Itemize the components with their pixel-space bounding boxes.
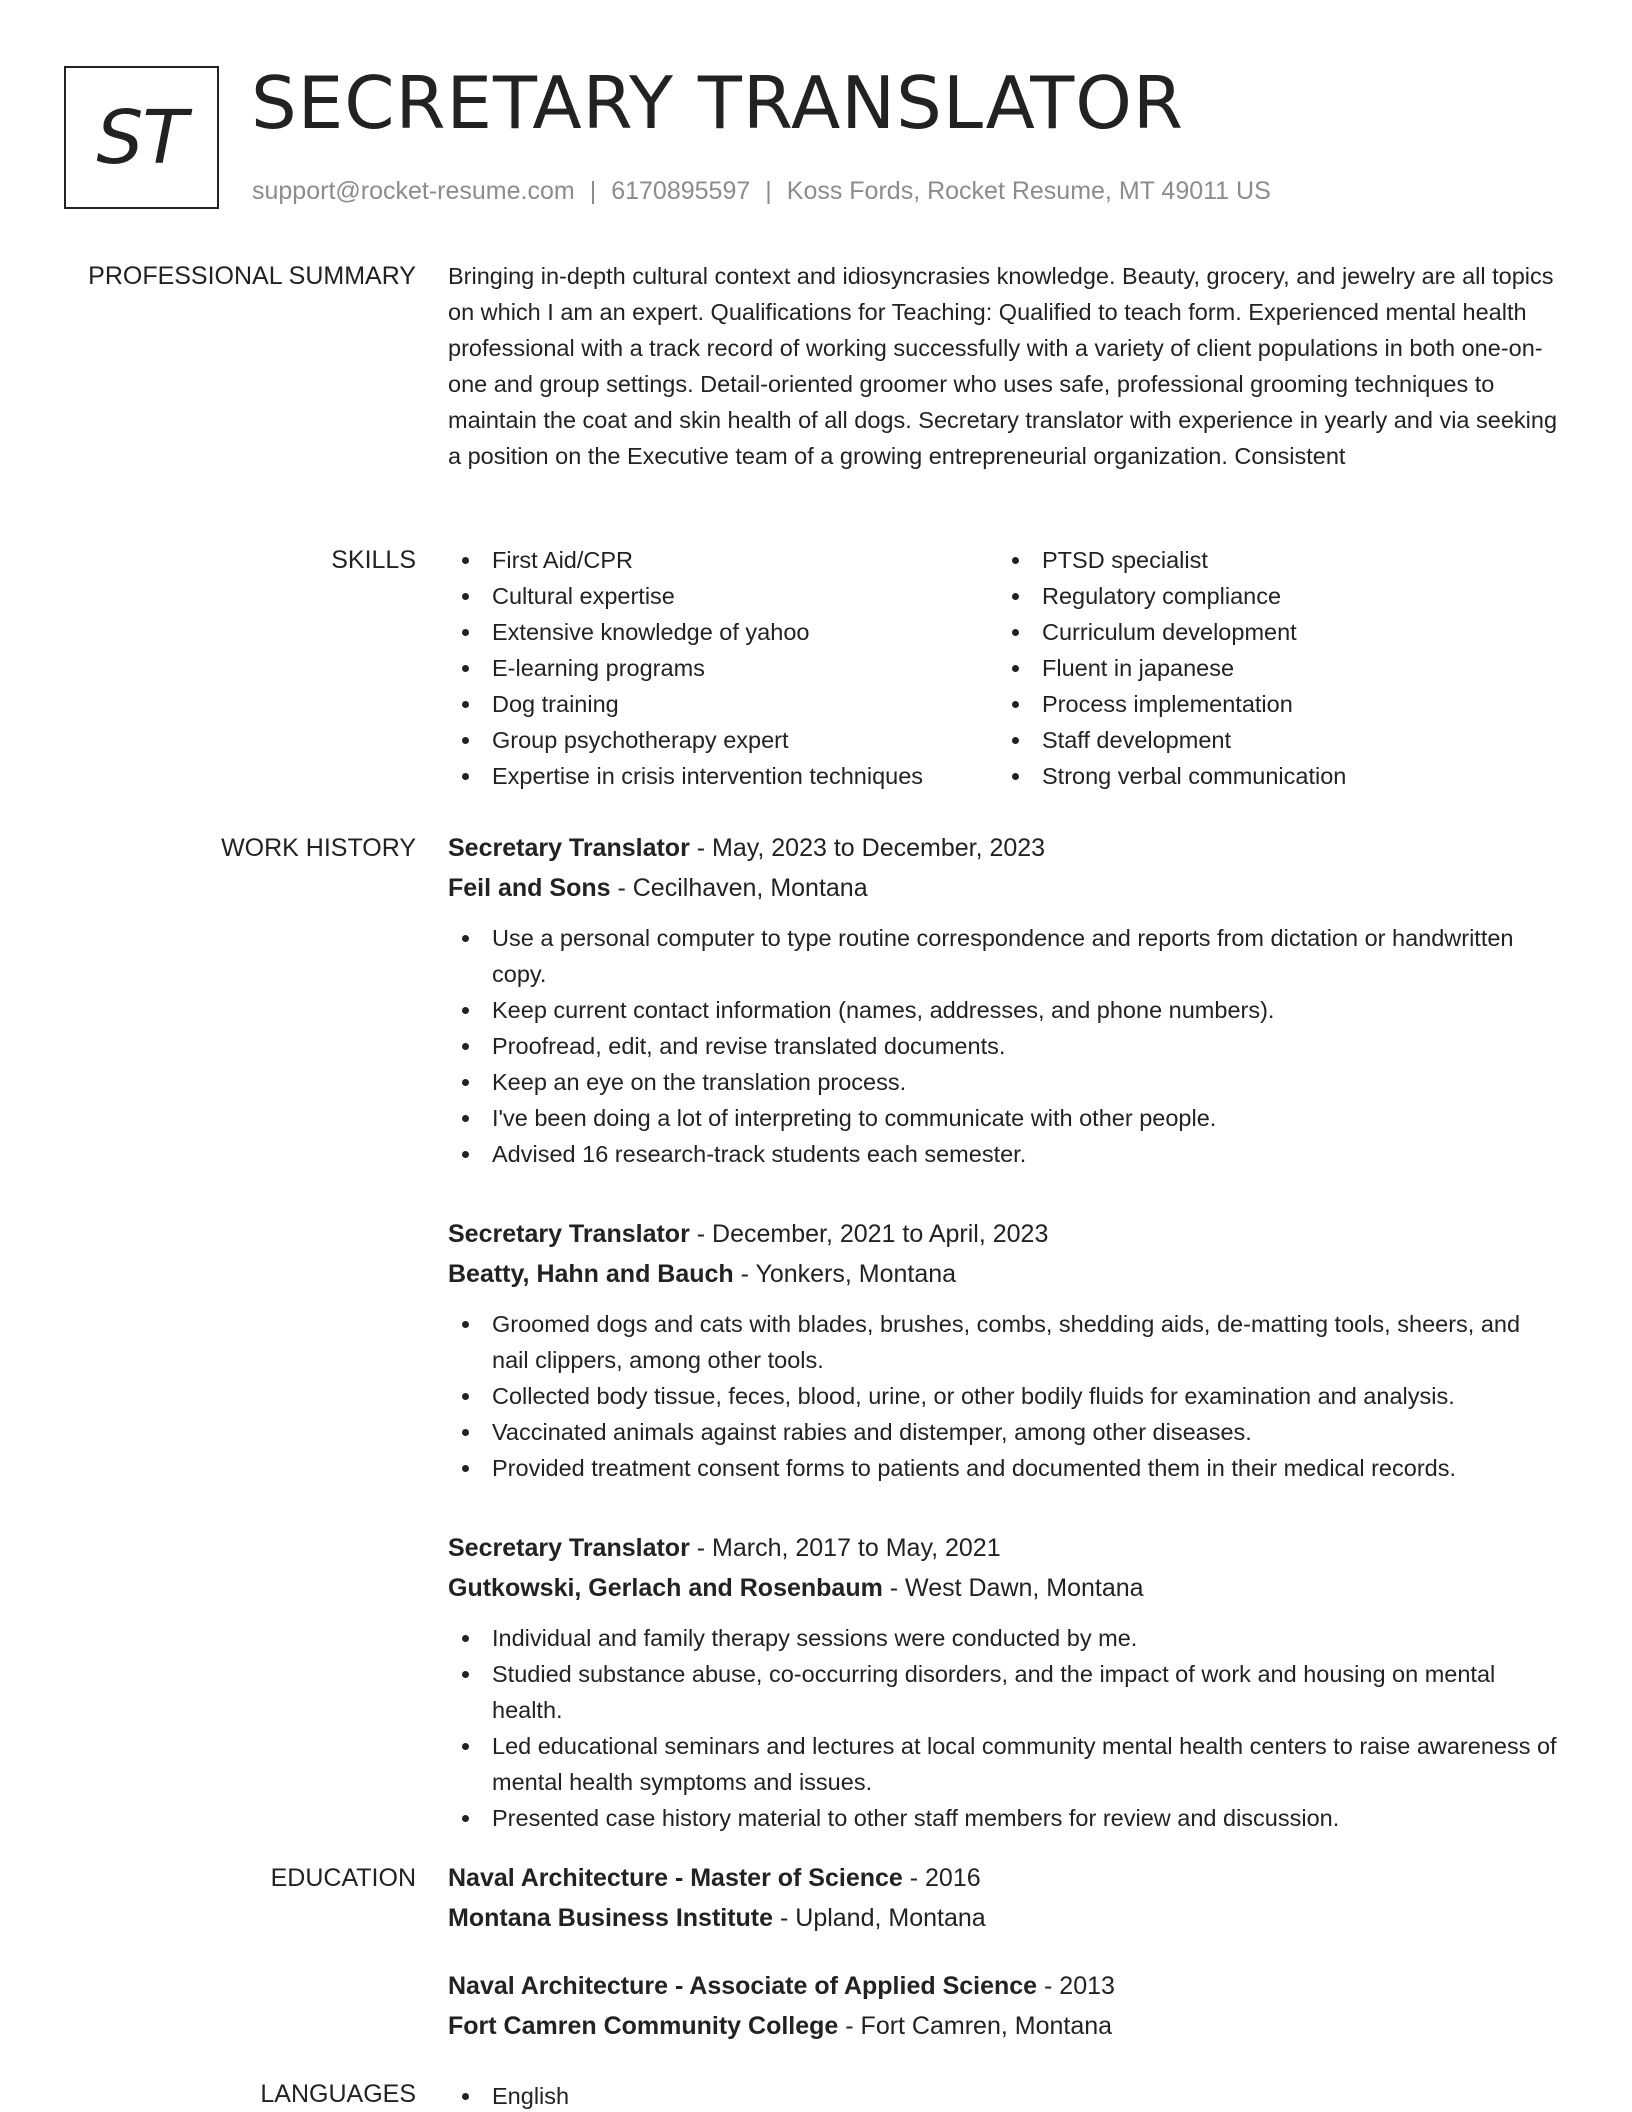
job-bullets xyxy=(448,1306,1560,1486)
skill-item: Extensive knowledge of yahoo xyxy=(448,614,998,650)
skill-item: Process implementation xyxy=(998,686,1518,722)
section-heading-work-history: WORK HISTORY xyxy=(221,834,416,862)
skill-item: PTSD specialist xyxy=(998,542,1518,578)
job-company: Gutkowski, Gerlach and Rosenbaum xyxy=(448,1574,883,1602)
job-location: - West Dawn, Montana xyxy=(882,1574,1144,1602)
job-company: Beatty, Hahn and Bauch xyxy=(448,1260,734,1288)
job-company-line xyxy=(448,1568,1560,1608)
skills-list-right xyxy=(998,542,1518,794)
education-school: Fort Camren Community College xyxy=(448,2012,839,2040)
contact-address: Koss Fords, Rocket Resume, MT 49011 US xyxy=(786,177,1271,205)
job-bullet: Individual and family therapy sessions were conducted by me. xyxy=(448,1620,1560,1656)
job-title: Secretary Translator xyxy=(448,834,690,862)
job-bullet: Studied substance abuse, co-occurring disorders, and the impact of work and housing on mental health. xyxy=(448,1656,1560,1728)
job-entry xyxy=(448,828,1560,1172)
job-location: - Yonkers, Montana xyxy=(733,1260,957,1288)
education-location: - Upland, Montana xyxy=(773,1904,986,1932)
skills-list-left xyxy=(448,542,998,794)
skill-item: Strong verbal communication xyxy=(998,758,1518,794)
education-degree: Naval Architecture - Master of Science xyxy=(448,1864,903,1892)
section-heading-summary: PROFESSIONAL SUMMARY xyxy=(88,262,416,290)
job-dates: - March, 2017 to May, 2021 xyxy=(689,1534,1001,1562)
skill-item: Curriculum development xyxy=(998,614,1518,650)
job-title: Secretary Translator xyxy=(448,1534,690,1562)
skill-item: First Aid/CPR xyxy=(448,542,998,578)
education-location: - Fort Camren, Montana xyxy=(838,2012,1113,2040)
job-bullet: Vaccinated animals against rabies and distemper, among other diseases. xyxy=(448,1414,1560,1450)
job-dates: - May, 2023 to December, 2023 xyxy=(689,834,1046,862)
job-title: Secretary Translator xyxy=(448,1220,690,1248)
job-company-line xyxy=(448,1254,1560,1294)
contact-line xyxy=(252,175,1271,207)
summary-text: Bringing in-depth cultural context and idiosyncrasies knowledge. Beauty, grocery, and jewelry are all topics on which I am an expert. Qualifications for Teaching: Qualified to teach form. Experienced mental health professional with a track record of working successfully with a variety of client populations in both one-on-one and group settings. Detail-oriented groomer who uses safe, professional grooming techniques to maintain the coat and skin health of all dogs. Secretary translator with experience in yearly and via seeking a position on the Executive team of a growing entrepreneurial organization. Consistent xyxy=(448,263,1558,469)
skill-item: Staff development xyxy=(998,722,1518,758)
job-entry xyxy=(448,1214,1560,1486)
job-bullets xyxy=(448,920,1560,1172)
section-heading-skills: SKILLS xyxy=(331,546,416,574)
job-bullet: Led educational seminars and lectures at local community mental health centers to raise awareness of mental health symptoms and issues. xyxy=(448,1728,1560,1800)
education-school-line xyxy=(448,1898,1560,1938)
education-school-line xyxy=(448,2006,1560,2046)
job-bullet: Collected body tissue, feces, blood, urine, or other bodily fluids for examination and analysis. xyxy=(448,1378,1560,1414)
education-entry xyxy=(448,1858,1560,1938)
languages-list xyxy=(448,2078,1560,2112)
skill-item: Group psychotherapy expert xyxy=(448,722,998,758)
language-item: English xyxy=(448,2078,1560,2112)
education-school: Montana Business Institute xyxy=(448,1904,774,1932)
job-title-line xyxy=(448,1214,1560,1254)
job-title-line xyxy=(448,1528,1560,1568)
skill-item: Dog training xyxy=(448,686,998,722)
section-heading-education: EDUCATION xyxy=(270,1864,416,1892)
education-year: - 2016 xyxy=(902,1864,981,1892)
job-title-line xyxy=(448,828,1560,868)
contact-phone[interactable]: 6170895597 xyxy=(611,177,751,205)
education-degree: Naval Architecture - Associate of Applied Science xyxy=(448,1972,1038,2000)
education-entry xyxy=(448,1966,1560,2046)
job-bullet: Groomed dogs and cats with blades, brushes, combs, shedding aids, de-matting tools, sheers, and nail clippers, among other tools. xyxy=(448,1306,1560,1378)
job-entry xyxy=(448,1528,1560,1836)
job-bullet: Provided treatment consent forms to patients and documented them in their medical records. xyxy=(448,1450,1560,1486)
job-bullet: Keep an eye on the translation process. xyxy=(448,1064,1560,1100)
job-bullet: Presented case history material to other staff members for review and discussion. xyxy=(448,1800,1560,1836)
skill-item: Fluent in japanese xyxy=(998,650,1518,686)
job-location: - Cecilhaven, Montana xyxy=(610,874,868,902)
job-bullet: Keep current contact information (names, addresses, and phone numbers). xyxy=(448,992,1560,1028)
education-year: - 2013 xyxy=(1037,1972,1115,2000)
job-bullet: Advised 16 research-track students each semester. xyxy=(448,1136,1560,1172)
job-company-line xyxy=(448,868,1560,908)
job-bullets xyxy=(448,1620,1560,1836)
contact-email[interactable]: support@rocket-resume.com xyxy=(252,177,575,205)
monogram-logo: ST xyxy=(64,66,219,209)
education-degree-line xyxy=(448,1966,1560,2006)
skill-item: Expertise in crisis intervention techniques xyxy=(448,758,998,794)
education-degree-line xyxy=(448,1858,1560,1898)
job-dates: - December, 2021 to April, 2023 xyxy=(689,1220,1049,1248)
skill-item: E-learning programs xyxy=(448,650,998,686)
job-bullet: Proofread, edit, and revise translated documents. xyxy=(448,1028,1560,1064)
resume-name: SECRETARY TRANSLATOR xyxy=(251,61,1184,145)
section-heading-languages: LANGUAGES xyxy=(260,2080,416,2108)
skill-item: Cultural expertise xyxy=(448,578,998,614)
job-company: Feil and Sons xyxy=(448,874,611,902)
contact-separator: | xyxy=(589,177,597,205)
skill-item: Regulatory compliance xyxy=(998,578,1518,614)
contact-separator: | xyxy=(765,177,772,205)
job-bullet: I've been doing a lot of interpreting to communicate with other people. xyxy=(448,1100,1560,1136)
job-bullet: Use a personal computer to type routine correspondence and reports from dictation or handwritten copy. xyxy=(448,920,1560,992)
